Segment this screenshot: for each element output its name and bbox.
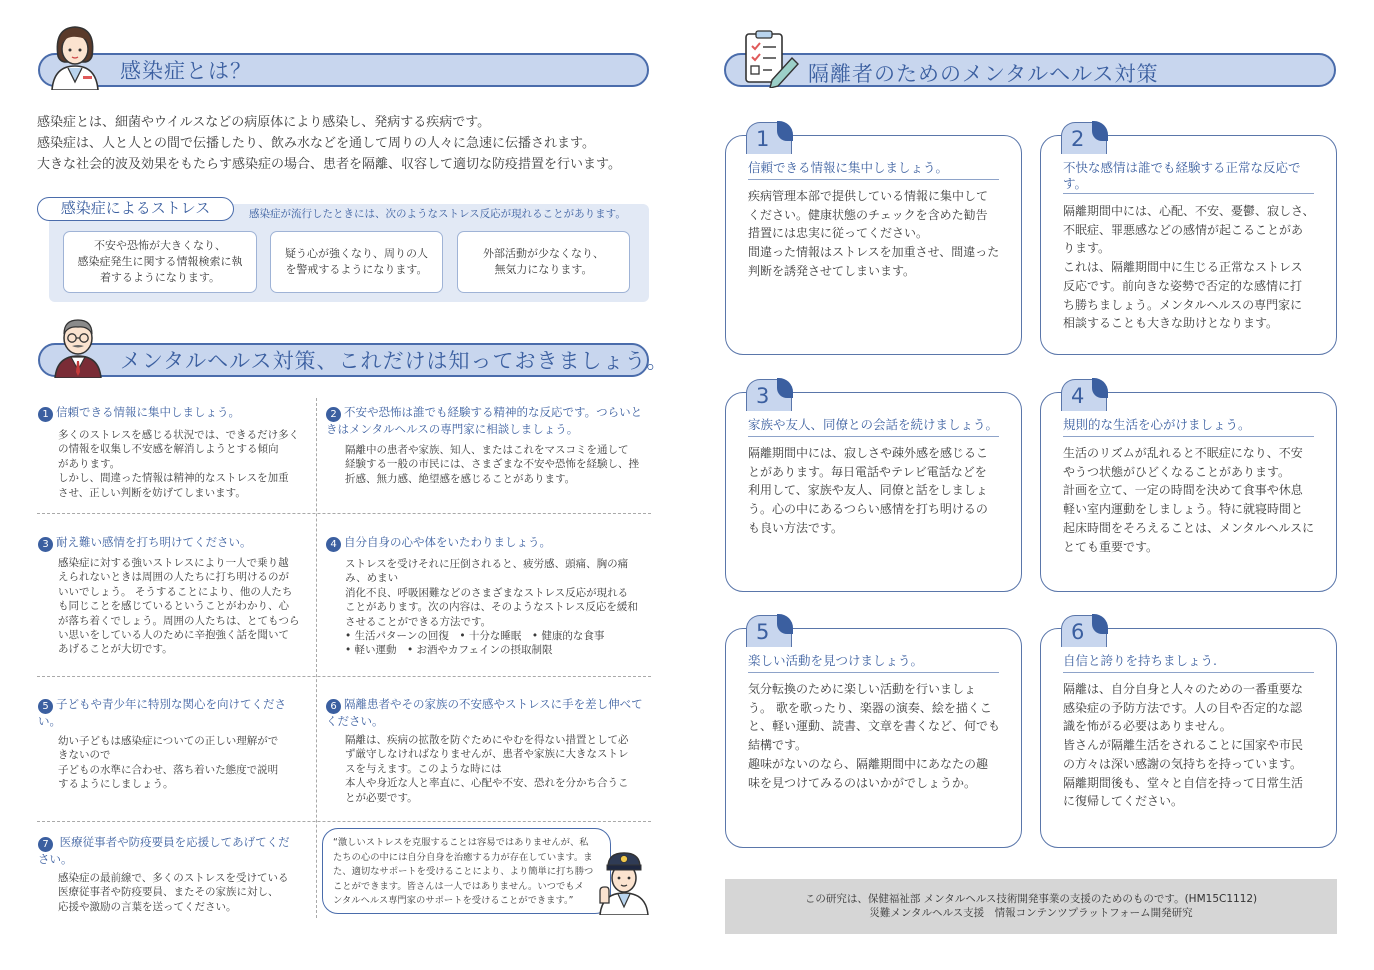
card-1 [725, 127, 1022, 355]
tip-7-body: 感染症の最前線で、多くのストレスを受けている 医療従事者や防疫要員、またその家族に対し、 応援や激励の言葉を送ってください。 [58, 872, 289, 913]
card-3 [725, 384, 1022, 592]
doctor-woman-icon [46, 22, 104, 90]
card-2-body: 隔離期間中には、心配、不安、憂鬱、寂しさ、 不眠症、罪悪感などの感情が起こることがあ ります。 これは、隔離期間中に生じる正常なストレス 反応です。前向きな姿勢で否定的な感情に打 ち勝ちましょう。メンタルヘルスの専門家に 相談することも大きな助けとなります。 [1063, 204, 1315, 331]
card-2 [1040, 127, 1337, 355]
card-1-number: 1 [746, 122, 792, 154]
section-title-infection: 感染症とは？ [120, 59, 252, 83]
funding-footer: この研究は、保健福祉部 メンタルヘルス技術開発事業の支援のためのものです。(HM15C1112) 災難メンタルヘルス支援 情報コンテンツプラットフォーム開発研究 [725, 879, 1337, 934]
stress-title: 感染症によるストレス [37, 197, 234, 221]
card-1-title: 信頼できる情報に集中しましょう。 [748, 160, 949, 175]
tip-1-body: 多くのストレスを感じる状況では、できるだけ多く の情報を収集し不安感を解消しようとする傾向 があります。 しかし、間違った情報は精神的なストレスを加重 させ、正しい判断を妨げてしまいます。 [58, 429, 300, 499]
police-officer-icon [596, 845, 652, 915]
card-2-number: 2 [1061, 122, 1107, 154]
tip-5-heading [38, 697, 286, 729]
card-3-number: 3 [746, 379, 792, 411]
card-3-body: 隔離期間中には、寂しさや疎外感を感じるこ とがあります。毎日電話やテレビ電話などを 利用して、家族や友人、同僚と話をしましょ う。心の中にあるつらい感情を打ち明けるの も良い方法です。 [748, 446, 989, 535]
intro-line-1: 感染症とは、細菌やウイルスなどの病原体により感染し、発病する疾病です。 [37, 115, 491, 130]
section-title-quarantine: 隔離者のためのメンタルヘルス対策 [808, 62, 1159, 86]
tip-1-heading [38, 405, 240, 422]
card-5-body: 気分転換のために楽しい活動を行いましょ う。 歌を歌ったり、楽器の演奏、絵を描くこ と、軽い運動、読書、文章を書くなど、何でも 結構です。 趣味がないのなら、隔離期間中にあなたの趣 味を見つけてみるのはいかがでしょうか。 [748, 682, 1001, 790]
card-1-body: 疾病管理本部で提供している情報に集中して ください。健康状態のチェックを含めた勧告 措置には忠実に従ってください。 間違った情報はストレスを加重させ、間違った 判断を誘発させてしまいます。 [748, 189, 1000, 278]
tip-7-heading [38, 835, 290, 867]
card-1-rule [748, 179, 999, 180]
tip-6-title: 隔離患者やその家族の不安感やストレスに手を差し伸べて ください。 [326, 697, 643, 728]
card-6-rule [1063, 672, 1314, 673]
card-3-rule [748, 436, 999, 437]
tips-divider-3 [37, 821, 651, 822]
card-6-title: 自信と誇りを持ちましょう. [1063, 653, 1217, 668]
card-2-rule [1063, 193, 1314, 194]
tip-3-number: 3 [38, 537, 53, 552]
stress-reaction-2: 疑う心が強くなり、周りの人 を警戒するようになります。 [270, 231, 443, 293]
man-with-glasses-icon [50, 314, 106, 378]
tip-5-body: 幼い子どもは感染症についての正しい理解がで きないので 子どもの水準に合わせ、落ち着いた態度で説明 するようにしましょう。 [58, 735, 279, 791]
tip-1-title: 信頼できる情報に集中しましょう。 [56, 405, 240, 419]
tip-1-number: 1 [38, 407, 53, 422]
tip-4-title: 自分自身の心や体をいたわりましょう。 [344, 535, 551, 549]
tip-4-number: 4 [326, 537, 341, 552]
card-6-body: 隔離は、自分自身と人々のための一番重要な 感染症の予防方法です。人の目や否定的な認 識を怖がる必要はありません。 皆さんが隔離生活をされることに国家や市民 の方々は深い感謝の気持ちを持っています。 隔離期間後も、堂々と自信を持って日常生活 に復帰してください。 [1063, 682, 1304, 809]
card-6-number: 6 [1061, 615, 1107, 647]
tips-divider-2 [37, 676, 651, 677]
card-4-rule [1063, 436, 1314, 437]
tips-divider-1 [37, 513, 651, 514]
tip-3-body: 感染症に対する強いストレスにより一人で乗り越 えられないときは周囲の人たちに打ち明けるのが いいでしょう。 そうすることにより、他の人たち も同じことを感じているということがわかり、心 が落ち着くでしょう。周囲の人たちは、とてもつら い思いをしている人のために辛抱強く話を聞いて あげることが大切です。 [58, 557, 300, 656]
card-5-title: 楽しい活動を見つけましょう。 [748, 653, 924, 668]
stress-reaction-1: 不安や恐怖が大きくなり、 感染症発生に関する情報検索に執 着するようになります。 [63, 231, 257, 293]
stress-note: 感染症が流行したときには、次のようなストレス反応が現れることがあります。 [249, 208, 626, 220]
checklist-icon [742, 30, 802, 88]
tip-5-title: 子どもや青少年に特別な関心を向けてくださ い。 [38, 697, 286, 728]
card-4 [1040, 384, 1337, 592]
tip-2-number: 2 [326, 407, 341, 422]
tip-5-number: 5 [38, 699, 53, 714]
quote-bubble: “激しいストレスを克服することは容易ではありませんが、私 たちの心の中には自分自身を治癒する力が存在しています。ま た、適切なサポートを受けることにより、より簡単に打ち勝つ ことができます。皆さんは一人ではありません。いつでもメ ンタルヘルス専門家のサポートを受けることができます。” [322, 828, 611, 914]
intro-line-3: 大きな社会的波及効果をもたらす感染症の場合、患者を隔離、収容して適切な防疫措置を行います。 [37, 157, 621, 172]
card-5-rule [748, 672, 999, 673]
card-4-body: 生活のリズムが乱れると不眠症になり、不安 やうつ状態がひどくなることがあります。 計画を立て、一定の時間を決めて食事や休息 軽い室内運動をしましょう。特に就寝時間と 起床時間をそろえることは、メンタルヘルスに とても重要です。 [1063, 446, 1315, 554]
tip-2-heading [326, 405, 642, 437]
stress-reaction-3: 外部活動が少なくなり、 無気力になります。 [457, 231, 630, 293]
tip-7-number: 7 [38, 837, 53, 852]
card-2-title: 不快な感情は誰でも経験する正常な反応で す。 [1063, 160, 1301, 191]
section-title-mental-health: メンタルヘルス対策、これだけは知っておきましょう。 [120, 349, 669, 373]
card-4-number: 4 [1061, 379, 1107, 411]
card-3-title: 家族や友人、同僚との会話を続けましょう。 [748, 417, 999, 432]
tips-divider-vertical [316, 398, 317, 918]
tip-6-body: 隔離は、疾病の拡散を防ぐためにやむを得ない措置として必 ず厳守しなければなりませんが、患者や家族に大きなストレ スを与えます。このような時には 本人や身近な人と率直に、心配や不安、恐れを分かち合うこ とが必要です。 [345, 734, 629, 804]
card-5 [725, 620, 1022, 848]
tip-2-title: 不安や恐怖は誰でも経験する精神的な反応です。つらいと きはメンタルヘルスの専門家に相談しましょう。 [326, 405, 643, 436]
tip-6-number: 6 [326, 699, 341, 714]
card-4-title: 規則的な生活を心がけましょう。 [1063, 417, 1251, 432]
tip-3-heading [38, 535, 252, 552]
tip-4-heading [326, 535, 551, 552]
tip-6-heading [326, 697, 643, 729]
tip-2-body: 隔離中の患者や家族、知人、またはこれをマスコミを通して 経験する一般の市民には、さまざまな不安や恐怖を経験し、挫 折感、無力感、絶望感を感じることがあります。 [345, 444, 639, 485]
tip-3-title: 耐え難い感情を打ち明けてください。 [56, 535, 252, 549]
tip-7-title: 医療従事者や防疫要員を応援してあげてくだ さい。 [38, 835, 290, 866]
tip-4-body: ストレスを受けそれに圧倒されると、疲労感、頭痛、胸の痛 み、めまい 消化不良、呼吸困難などのさまざまなストレス反応が現れる ことがあります。次の内容は、そのようなストレス反応を緩和 させることができる方法です。 • 生活パターンの回復 • 十分な睡眠 • 健康的な食事 • 軽い運動 • お酒やカフェインの摂取制限 [345, 558, 638, 657]
card-5-number: 5 [746, 615, 792, 647]
card-6 [1040, 620, 1337, 848]
intro-line-2: 感染症は、人と人との間で伝播したり、飲み水などを通して周りの人々に急速に伝播されます。 [37, 136, 595, 151]
